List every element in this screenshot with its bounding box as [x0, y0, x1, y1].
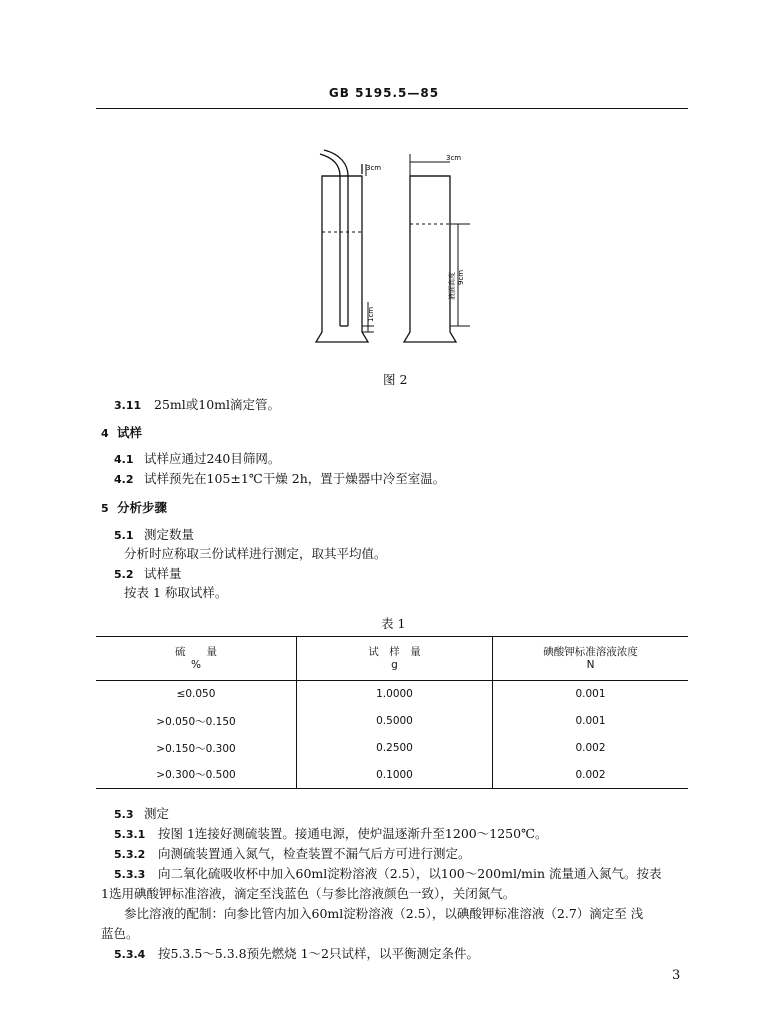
table-header-row: [96, 637, 688, 681]
table-cell: >0.050～0.150: [96, 708, 297, 735]
table-cell: 1.0000: [297, 681, 493, 708]
header-sample: 试 样 量 g: [297, 637, 493, 681]
header-concentration: 碘酸钾标准溶液浓度 N: [493, 637, 689, 681]
table-cell: 0.002: [493, 762, 689, 789]
table-cell: 0.5000: [297, 708, 493, 735]
figure-caption: 图 2: [383, 372, 408, 387]
sulfur-table: [96, 636, 688, 789]
left-tube: [316, 176, 368, 342]
reference-solution-cont: 蓝色。: [101, 926, 139, 941]
tube-figure: [300, 140, 500, 350]
item-5-3: 5.3 测定: [114, 806, 170, 821]
table-row: [96, 735, 688, 762]
item-4-1: 4.1 试样应通过240目筛网。: [114, 451, 281, 466]
item-5-3-1: 5.3.1 按图 1连接好测硫装置。接通电源，使炉温逐渐升至1200～1250℃。: [114, 826, 548, 841]
item-5-1-body: 分析时应称取三份试样进行测定，取其平均值。: [124, 546, 387, 561]
item-5-3-2: 5.3.2 向测硫装置通入氮气，检查装置不漏气后方可进行测定。: [114, 846, 471, 861]
item-5-2-body: 按表 1 称取试样。: [124, 585, 228, 600]
reference-solution-line: 参比溶液的配制：向参比管内加入60ml淀粉溶液（2.5），以碘酸钾标准溶液（2.7）滴定至 浅: [124, 906, 644, 921]
section-4-heading: 4 试样: [101, 425, 143, 440]
table-cell: ≤0.050: [96, 681, 297, 708]
header-rule: [96, 108, 688, 109]
dim-label-level: 液面高度: [448, 272, 456, 300]
dim-label-1cm: 1cm: [367, 306, 375, 322]
item-5-3-3-cont: 1选用碘酸钾标准溶液，滴定至浅蓝色（与参比溶液颜色一致），关闭氮气。: [101, 886, 516, 901]
section-5-heading: 5 分析步骤: [101, 500, 168, 515]
item-4-2: 4.2 试样预先在105±1℃干燥 2h，置于燥器中冷至室温。: [114, 471, 446, 486]
item-5-1: 5.1 测定数量: [114, 527, 195, 542]
table-cell: >0.300～0.500: [96, 762, 297, 789]
table-cell: 0.001: [575, 688, 606, 701]
document-header: GB 5195.5—85: [328, 86, 440, 100]
table-row: [96, 681, 688, 708]
table-cell: 0.1000: [297, 762, 493, 789]
dim-label-9cm: 9cm: [457, 269, 465, 285]
header-sulfur: 硫 量 %: [96, 637, 297, 681]
page-number: 3: [672, 968, 681, 983]
dim-label-3cm-right: 3cm: [446, 154, 462, 162]
table-cell: 0.002: [575, 742, 606, 754]
item-5-3-3: 5.3.3 向二氧化硫吸收杯中加入60ml淀粉溶液（2.5），以100～200ml/min 流量通入氮气。按表: [114, 866, 662, 881]
right-tube: [404, 176, 456, 342]
table-cell: 0.2500: [297, 735, 493, 762]
dim-label-3cm-left: 3cm: [366, 164, 382, 172]
table-title: 表 1: [381, 616, 406, 631]
table-cell: >0.150～0.300: [96, 735, 297, 762]
table-row: [96, 762, 688, 789]
item-5-2: 5.2 试样量: [114, 566, 182, 581]
item-3-11: 3.11 25ml或10ml滴定管。: [114, 397, 281, 412]
table-cell: 0.001: [575, 715, 606, 727]
table-row: [96, 708, 688, 735]
item-5-3-4: 5.3.4 按5.3.5～5.3.8预先燃烧 1～2只试样，以平衡测定条件。: [114, 946, 479, 961]
